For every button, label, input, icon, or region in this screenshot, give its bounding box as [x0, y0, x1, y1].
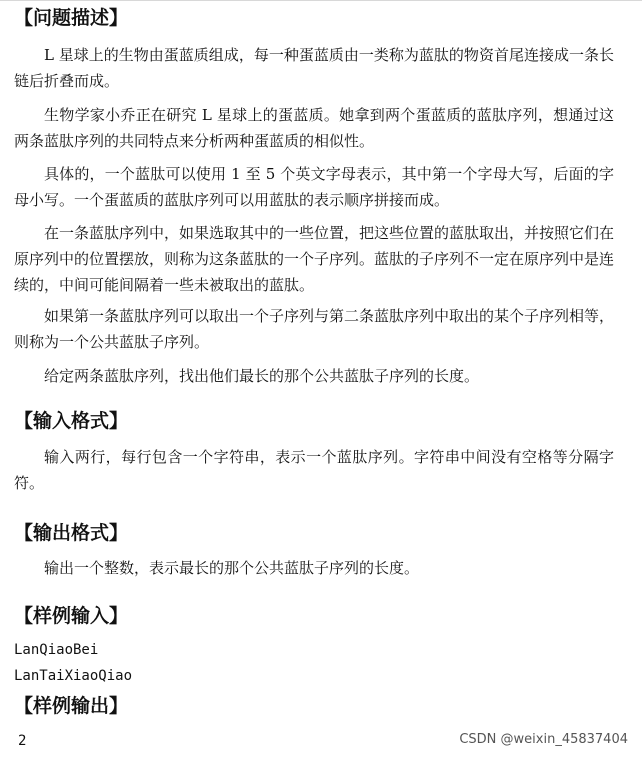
input-format-heading: 【输入格式】	[14, 410, 129, 432]
output-format-text: 输出一个整数，表示最长的那个公共蓝肽子序列的长度。	[44, 559, 420, 577]
sample-input-line: LanTaiXiaoQiao	[14, 668, 133, 684]
sample-input-heading: 【样例输入】	[14, 605, 129, 627]
problem-paragraph: 生物学家小乔正在研究 L 星球上的蛋蓝质。她拿到两个蛋蓝质的蓝肽序列，想通过这两条蓝肽序列的共同特点来分析两种蛋蓝质的相似性。	[14, 106, 614, 150]
sample-output-value: 2	[18, 733, 27, 749]
top-divider	[0, 0, 642, 1]
csdn-watermark: CSDN @weixin_45837404	[459, 732, 628, 747]
problem-paragraph: 在一条蓝肽序列中，如果选取其中的一些位置，把这些位置的蓝肽取出，并按照它们在原序列中的位置摆放，则称为这条蓝肽的一个子序列。蓝肽的子序列不一定在原序列中是连续的，中间可能间隔着一些未被取出的蓝肽。	[14, 224, 615, 294]
problem-heading: 【问题描述】	[14, 7, 129, 29]
sample-input-line: LanQiaoBei	[14, 642, 99, 658]
problem-paragraph: 具体的，一个蓝肽可以使用 1 至 5 个英文字母表示，其中第一个字母大写，后面的字母小写。一个蛋蓝质的蓝肽序列可以用蓝肽的表示顺序拼接而成。	[14, 165, 614, 209]
problem-paragraph: 如果第一条蓝肽序列可以取出一个子序列与第二条蓝肽序列中取出的某个子序列相等，则称为一个公共蓝肽子序列。	[14, 307, 615, 351]
input-format-text: 输入两行，每行包含一个字符串，表示一个蓝肽序列。字符串中间没有空格等分隔字符。	[14, 448, 614, 492]
sample-output-heading: 【样例输出】	[14, 695, 129, 717]
problem-paragraph: L 星球上的生物由蛋蓝质组成，每一种蛋蓝质由一类称为蓝肽的物资首尾连接成一条长链后折叠而成。	[14, 46, 614, 90]
output-format-heading: 【输出格式】	[14, 522, 129, 544]
problem-paragraph: 给定两条蓝肽序列，找出他们最长的那个公共蓝肽子序列的长度。	[44, 367, 480, 385]
